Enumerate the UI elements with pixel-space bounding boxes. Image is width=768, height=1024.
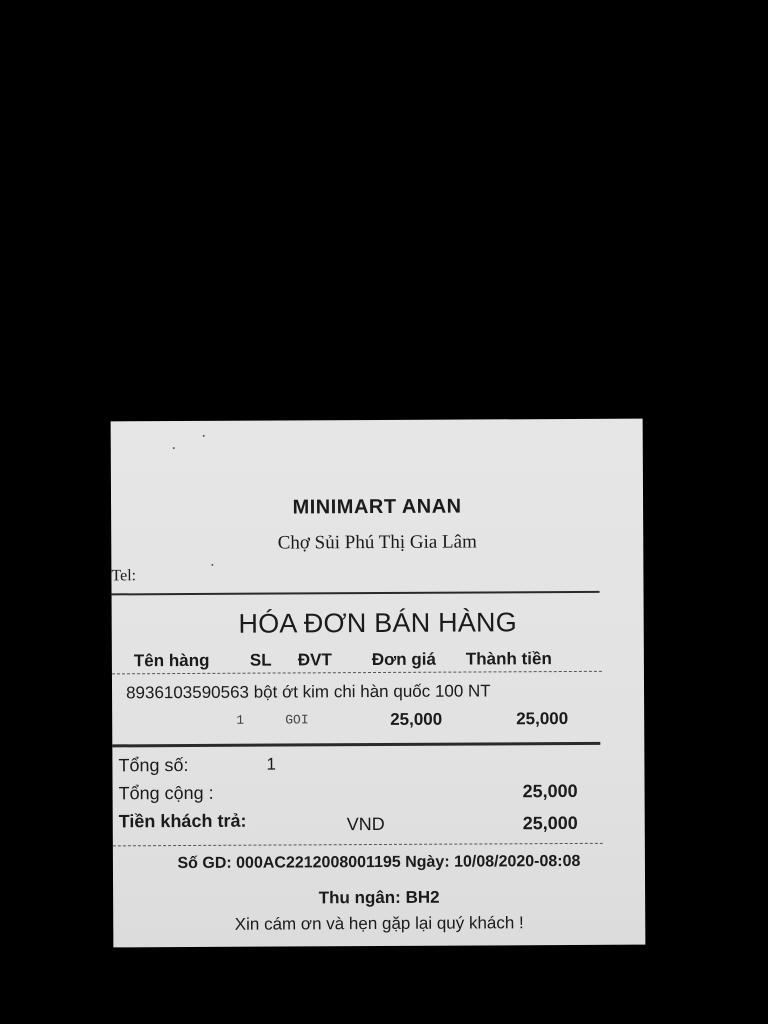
column-header-qty: SL xyxy=(249,650,272,670)
divider-dashed xyxy=(112,671,602,675)
grand-total-value: 25,000 xyxy=(522,780,578,802)
invoice-title: HÓA ĐƠN BÁN HÀNG xyxy=(238,607,517,639)
receipt-paper xyxy=(111,419,646,948)
item-unit: GOI xyxy=(285,712,309,728)
cashier-line: Thu ngân: BH2 xyxy=(318,887,440,908)
divider-solid xyxy=(112,742,600,748)
item-description: 8936103590563 bột ớt kim chi hàn quốc 100 NT xyxy=(125,681,491,703)
total-count-value: 1 xyxy=(266,754,276,774)
thank-you-message: Xin cám ơn và hẹn gặp lại quý khách ! xyxy=(234,913,524,934)
paid-value: 25,000 xyxy=(522,812,578,834)
transaction-line: Số GD: 000AC2212008001195 Ngày: 10/08/2020-08:08 xyxy=(177,852,581,873)
column-header-name: Tên hàng xyxy=(133,650,210,671)
divider-dashed xyxy=(113,843,603,847)
item-qty: 1 xyxy=(236,712,245,728)
store-name: MINIMART ANAN xyxy=(292,495,462,519)
paid-label: Tiền khách trả: xyxy=(118,810,247,832)
paper-speck xyxy=(173,447,175,449)
paper-speck xyxy=(203,435,205,437)
divider-solid xyxy=(112,591,600,596)
total-count-label: Tổng số: xyxy=(118,754,189,776)
store-address: Chợ Sủi Phú Thị Gia Lâm xyxy=(277,531,477,554)
currency-label: VND xyxy=(346,813,385,835)
column-header-unit-price: Đơn giá xyxy=(371,649,436,670)
grand-total-label: Tổng cộng : xyxy=(118,782,214,804)
column-header-unit: ĐVT xyxy=(297,650,332,670)
item-unit-price: 25,000 xyxy=(390,709,443,729)
paper-speck xyxy=(211,564,213,566)
column-header-amount: Thành tiền xyxy=(465,649,552,669)
tel-label: Tel: xyxy=(111,567,137,585)
item-amount: 25,000 xyxy=(516,709,569,729)
